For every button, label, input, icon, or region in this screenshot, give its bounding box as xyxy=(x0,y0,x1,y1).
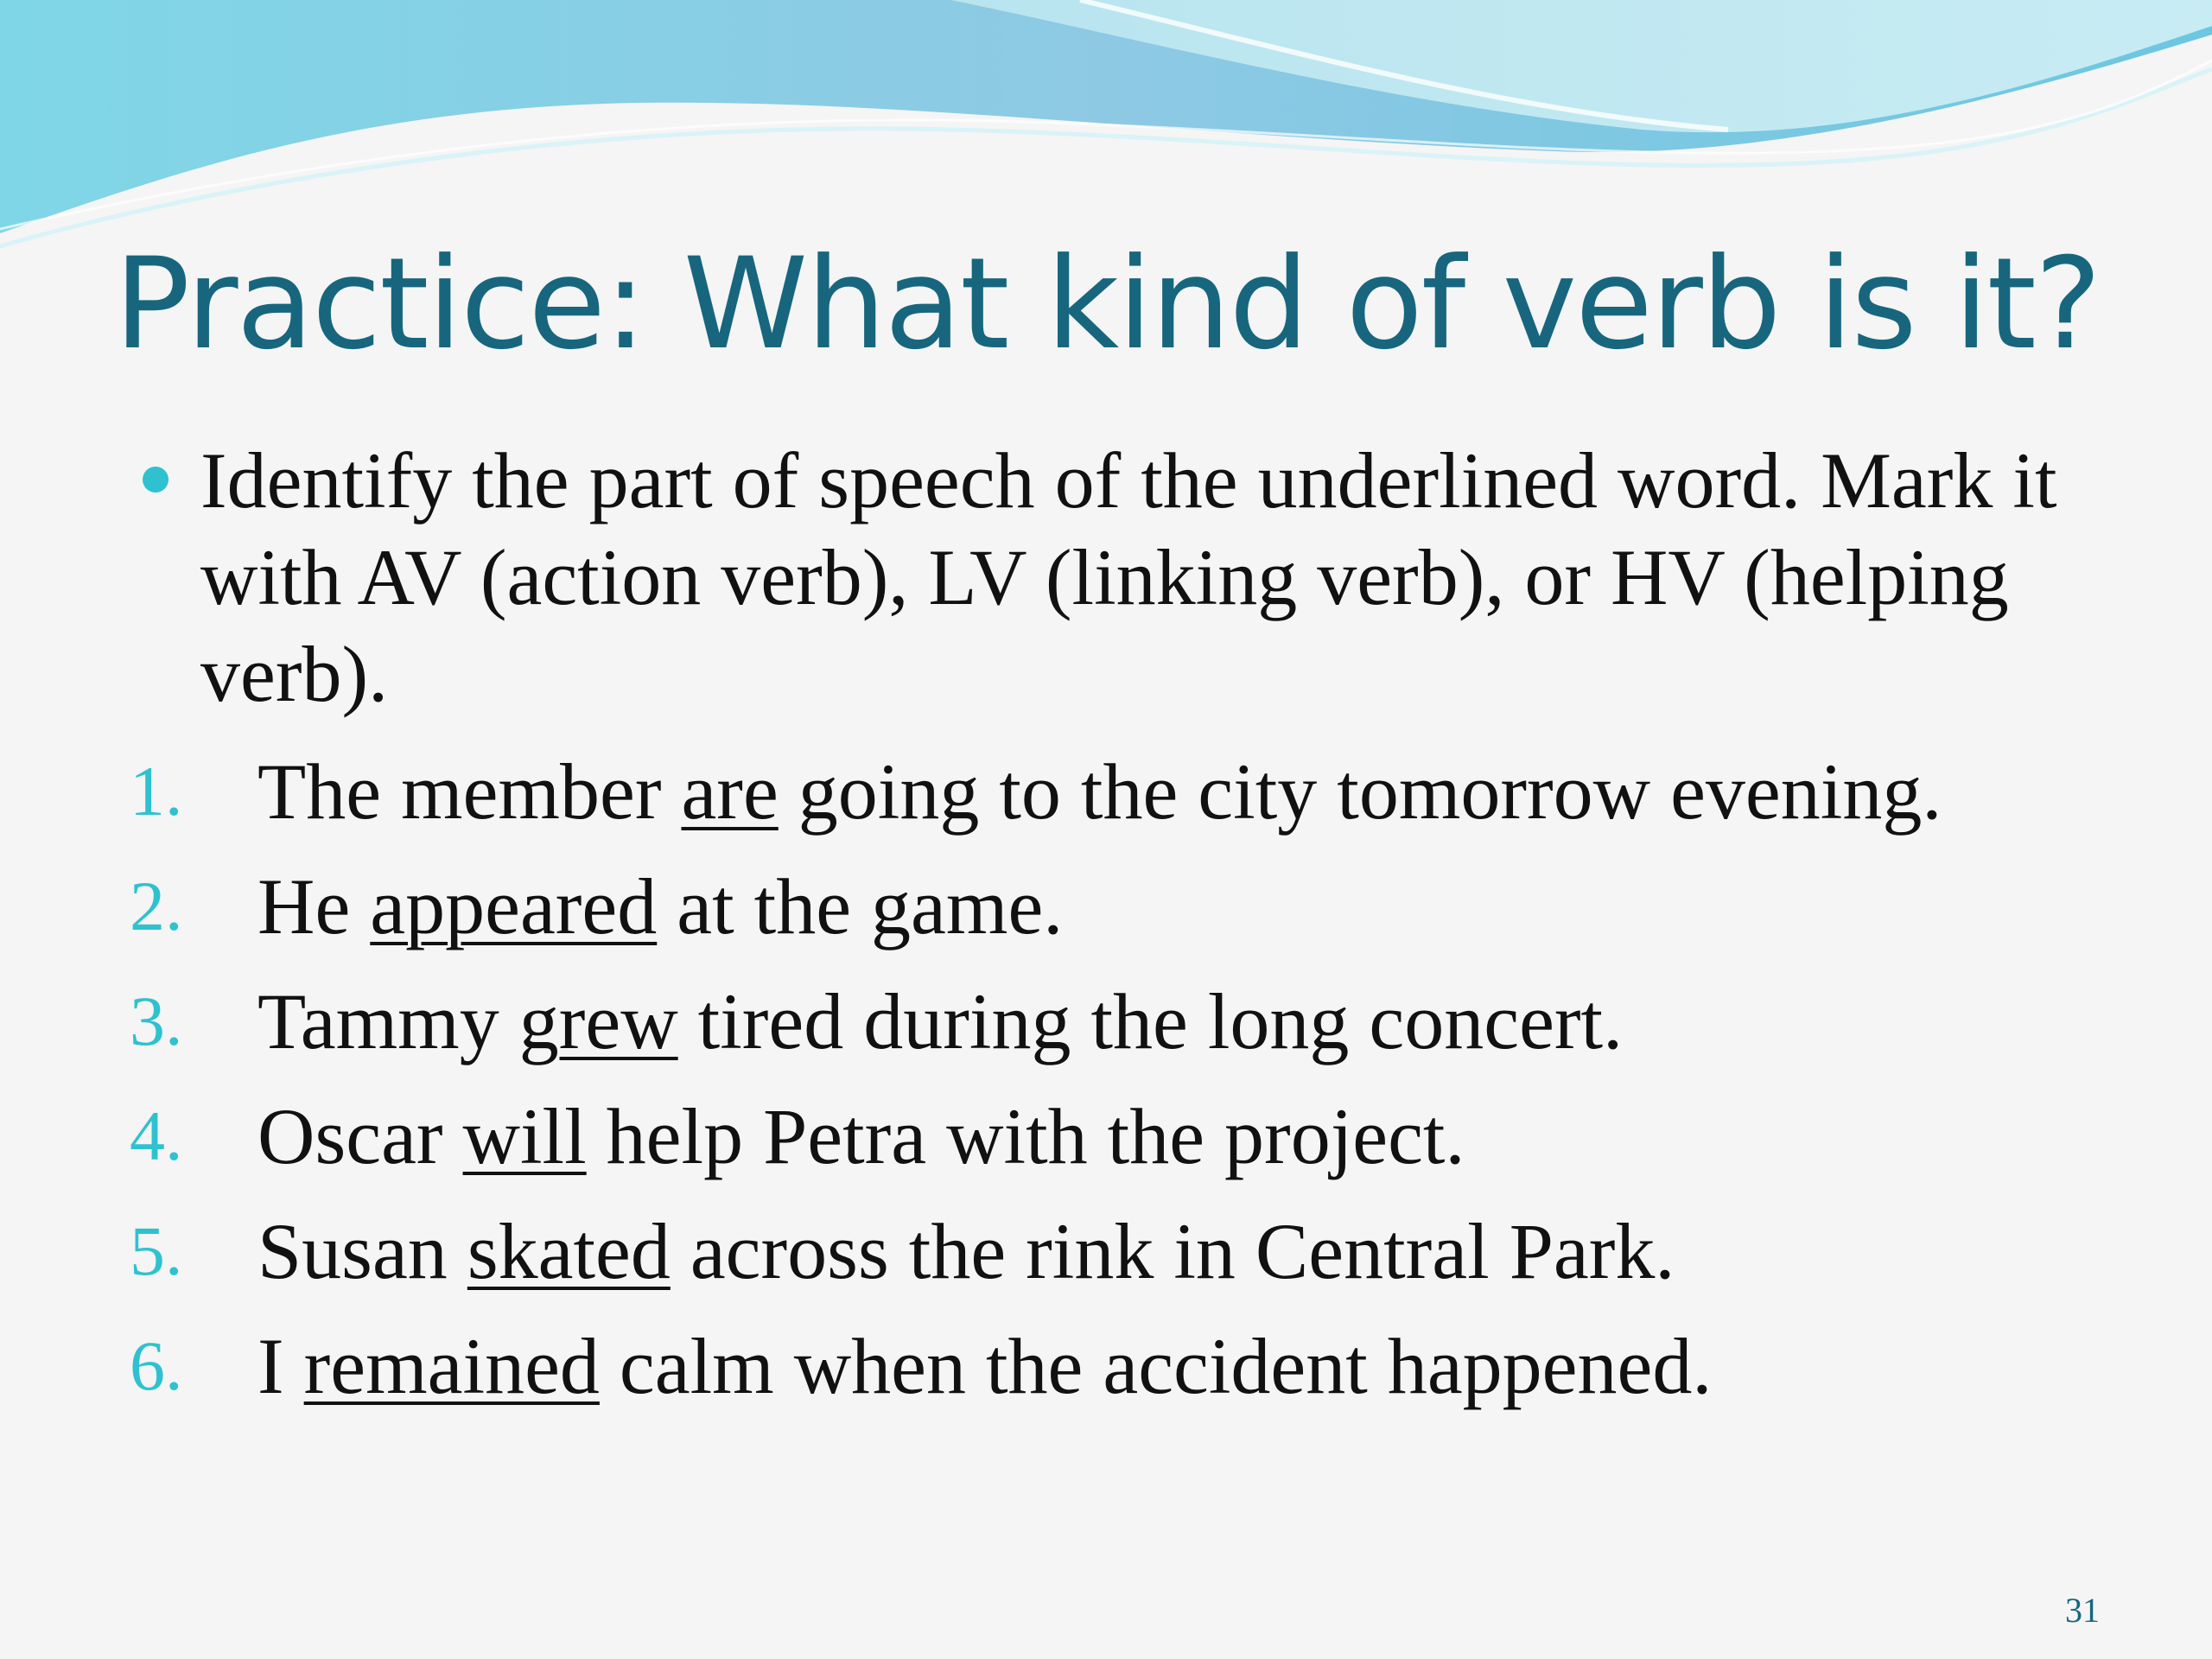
item-sentence xyxy=(257,1203,1675,1300)
sentence-end: going to the city tomorrow evening. xyxy=(778,747,1942,836)
underlined-word: skated xyxy=(467,1207,671,1295)
bullet-dot-icon xyxy=(143,467,168,493)
item-number: 1. xyxy=(130,752,183,830)
item-number: 3. xyxy=(130,982,183,1060)
item-sentence xyxy=(257,743,1942,840)
sentence-start: Oscar xyxy=(257,1092,463,1180)
item-sentence xyxy=(257,1318,1712,1414)
sentence-end: across the rink in Central Park. xyxy=(670,1207,1675,1295)
sentence-start: The member xyxy=(257,747,682,836)
item-number: 2. xyxy=(130,867,183,945)
underlined-word: remained xyxy=(303,1322,600,1410)
sentence-start: Tammy xyxy=(257,977,519,1065)
sentence-end: help Petra with the project. xyxy=(586,1092,1465,1180)
sentence-start: He xyxy=(257,862,371,950)
underlined-word: appeared xyxy=(370,862,658,950)
instruction-text: Identify the part of speech of the underlined word. Mark it with AV (action verb), LV (linking verb), or HV (helping verb). xyxy=(200,436,2057,718)
header-wave-decoration xyxy=(0,0,2212,259)
page-title: Practice: What kind of verb is it? xyxy=(114,231,2101,378)
item-number: 4. xyxy=(130,1096,183,1175)
sentence-start: Susan xyxy=(257,1207,467,1295)
item-sentence xyxy=(257,858,1063,955)
item-number: 6. xyxy=(130,1326,183,1405)
sentence-end: at the game. xyxy=(657,862,1064,950)
underlined-word: are xyxy=(681,747,779,836)
sentence-end: tired during the long concert. xyxy=(677,977,1624,1065)
item-number: 5. xyxy=(130,1211,183,1290)
item-sentence xyxy=(257,1088,1465,1185)
underlined-word: will xyxy=(462,1092,587,1180)
sentence-end: calm when the accident happened. xyxy=(599,1322,1713,1410)
sentence-start: I xyxy=(257,1322,304,1410)
underlined-word: grew xyxy=(518,977,678,1065)
slide-number: 31 xyxy=(2065,1591,2100,1630)
item-sentence xyxy=(257,973,1623,1070)
